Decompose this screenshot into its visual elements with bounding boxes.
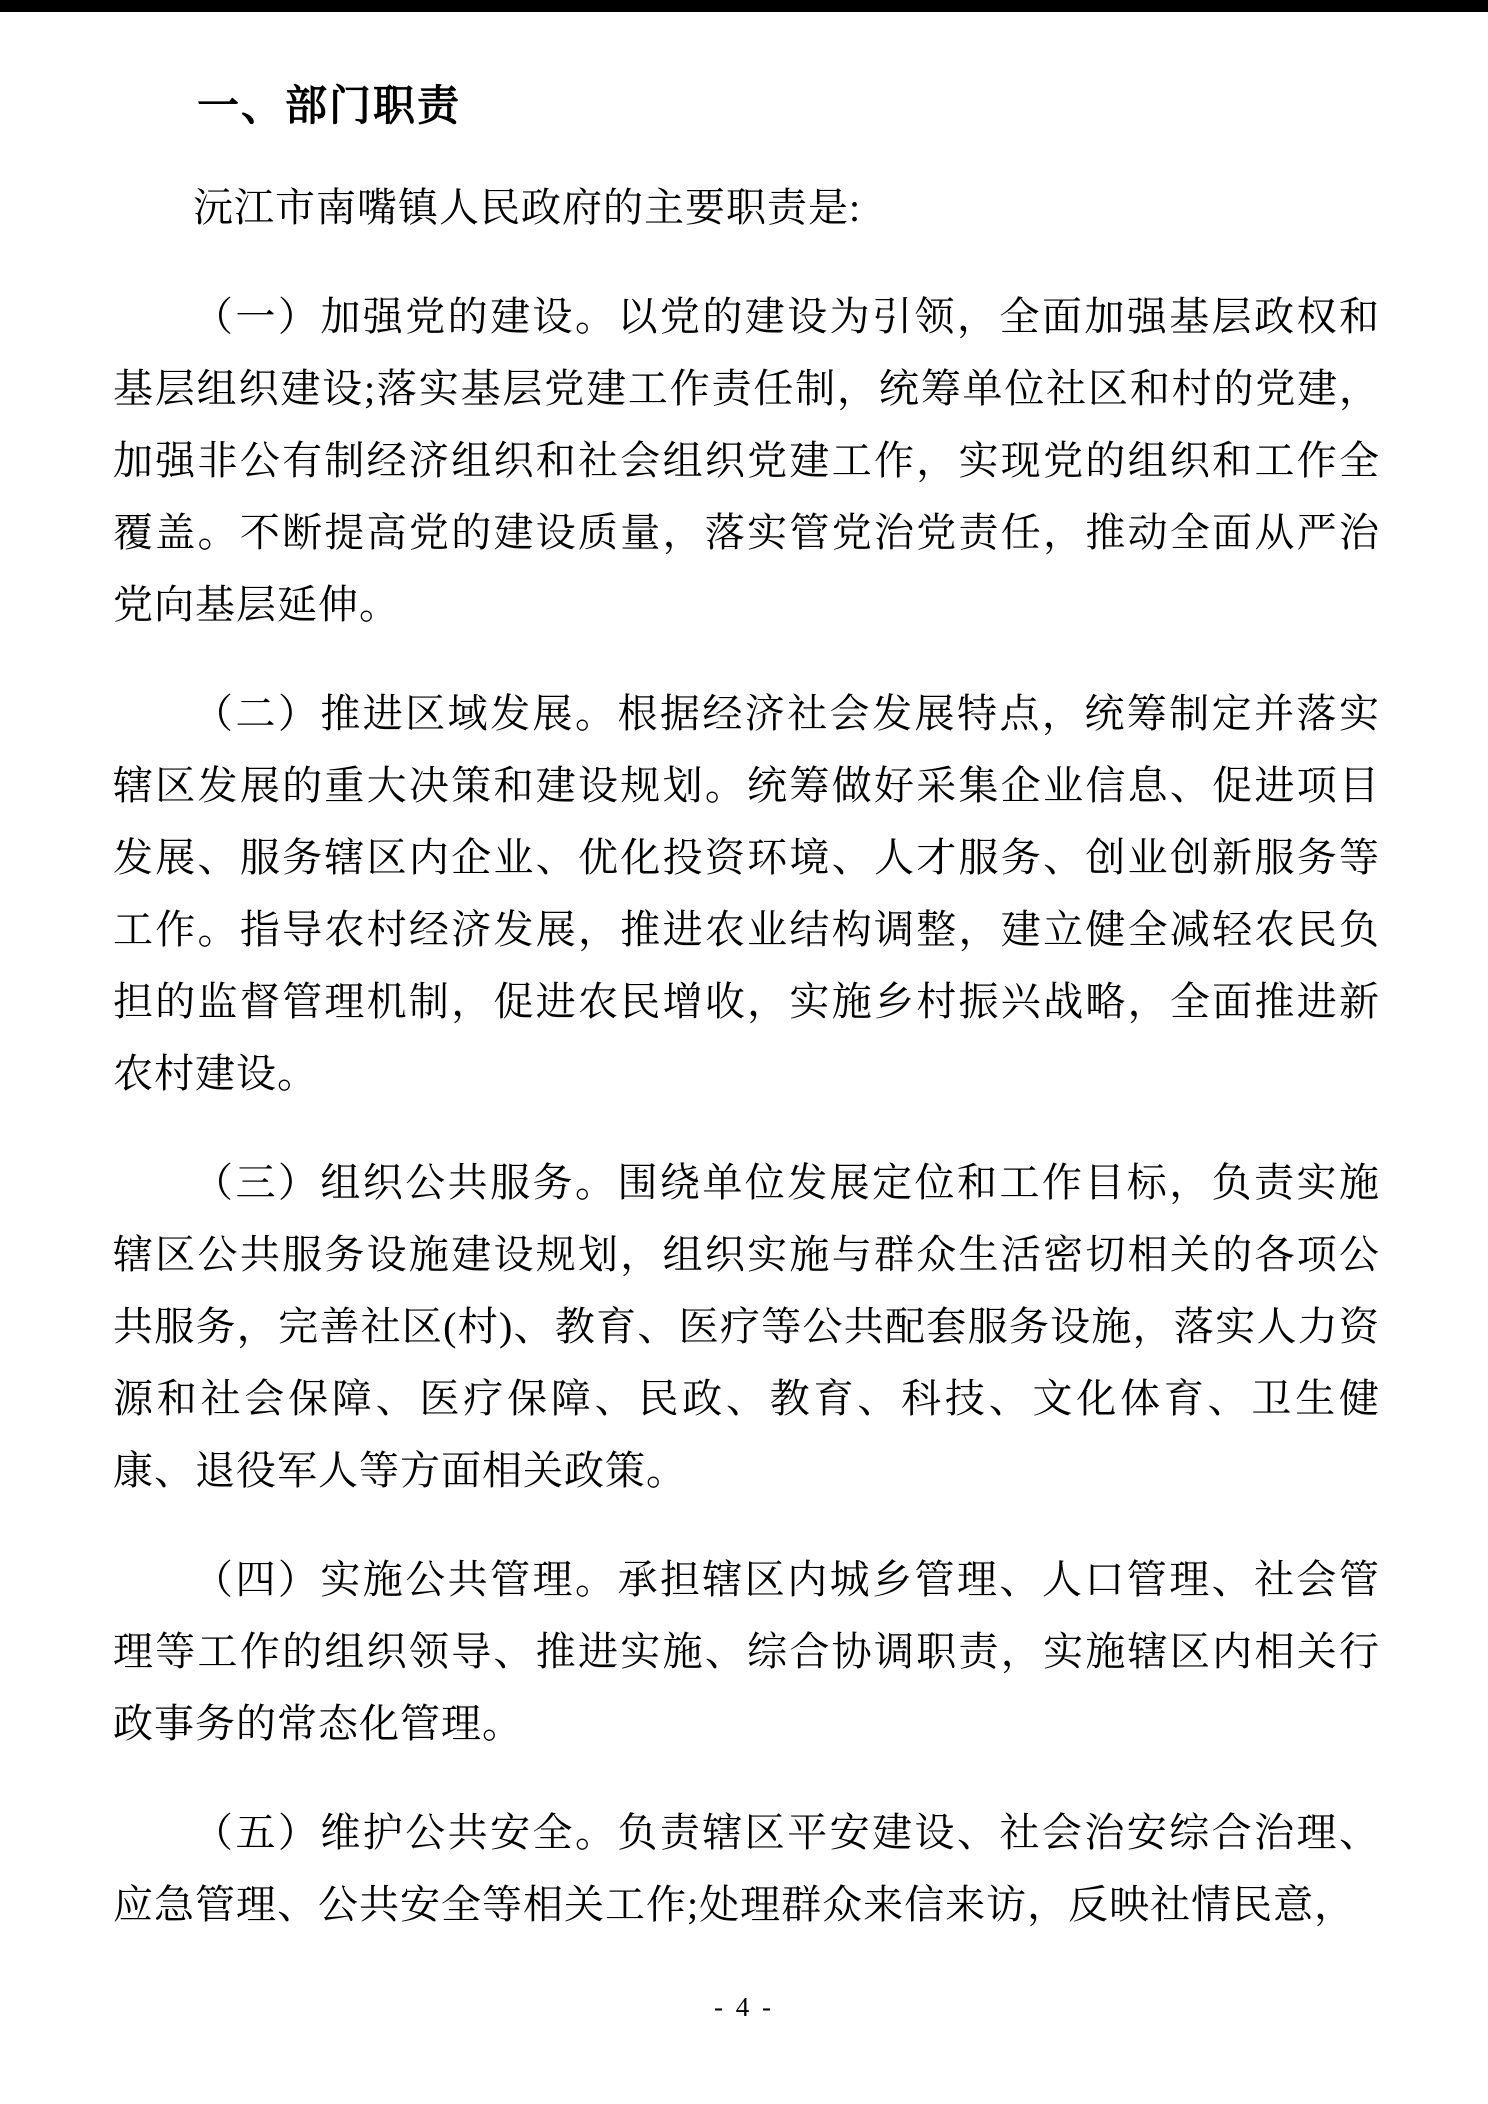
page-footer — [0, 1992, 1488, 2023]
top-edge-bar — [0, 0, 1488, 12]
body-paragraph-5: （五）维护公共安全。负责辖区平安建设、社会治安综合治理、应急管理、公共安全等相关工作;处理群众来信来访，反映社情民意， — [113, 1810, 1380, 1927]
intro-paragraph: 沅江市南嘴镇人民政府的主要职责是: — [193, 185, 862, 230]
body-paragraph-4: （四）实施公共管理。承担辖区内城乡管理、人口管理、社会管理等工作的组织领导、推进实施、综合协调职责，实施辖区内相关行政事务的常态化管理。 — [113, 1557, 1380, 1746]
body-paragraph-1: （一）加强党的建设。以党的建设为引领，全面加强基层政权和基层组织建设;落实基层党建工作责任制，统筹单位社区和村的党建，加强非公有制经济组织和社会组织党建工作，实现党的组织和工作全覆盖。不断提高党的建设质量，落实管党治党责任，推动全面从严治党向基层延伸。 — [113, 294, 1380, 627]
body-paragraph-2: （二）推进区域发展。根据经济社会发展特点，统筹制定并落实辖区发展的重大决策和建设规划。统筹做好采集企业信息、促进项目发展、服务辖区内企业、优化投资环境、人才服务、创业创新服务等工作。指导农村经济发展，推进农业结构调整，建立健全减轻农民负担的监督管理机制，促进农民增收，实施乡村振兴战略，全面推进新农村建设。 — [113, 691, 1380, 1096]
page-number: - 4 - — [714, 1992, 774, 2022]
section-heading: 一、部门职责 — [197, 82, 462, 129]
body-paragraph-3: （三）组织公共服务。围绕单位发展定位和工作目标，负责实施辖区公共服务设施建设规划，组织实施与群众生活密切相关的各项公共服务，完善社区(村)、教育、医疗等公共配套服务设施，落实人力资源和社会保障、医疗保障、民政、教育、科技、文化体育、卫生健康、退役军人等方面相关政策。 — [113, 1160, 1380, 1493]
